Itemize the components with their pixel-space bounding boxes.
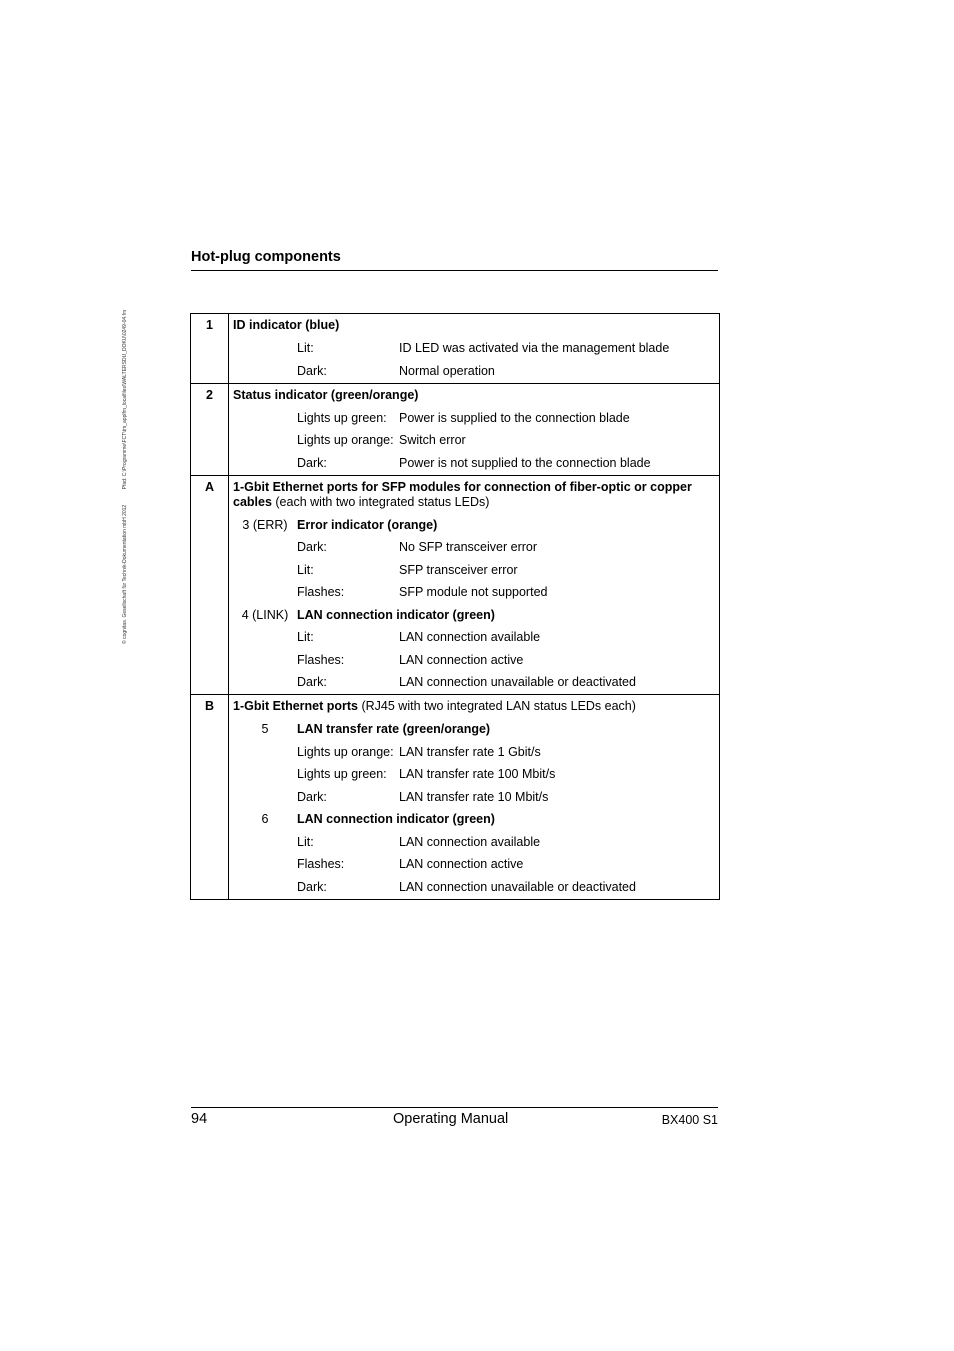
- group-number: 5: [261, 722, 269, 736]
- group-title: Error indicator (orange): [297, 517, 438, 532]
- section-body: [229, 476, 719, 695]
- row-description: LAN connection active: [399, 857, 524, 871]
- row-state: Lit:: [297, 630, 314, 644]
- row-description: Switch error: [399, 433, 466, 447]
- row-state: Flashes:: [297, 652, 345, 667]
- row-spacer: [233, 857, 297, 872]
- group-header: [233, 608, 715, 623]
- row-state: Lights up green:: [297, 410, 387, 425]
- section-title: [233, 318, 715, 333]
- table-row: [233, 653, 715, 668]
- table-section: [191, 694, 719, 899]
- group-title: LAN transfer rate (green/orange): [297, 722, 491, 736]
- section-title-bold: Status indicator (green/orange): [233, 387, 419, 402]
- row-description: LAN connection unavailable or deactivated: [399, 675, 636, 689]
- table-row: [233, 857, 715, 872]
- group-number: 4 (LINK): [241, 607, 289, 622]
- table-section: [191, 383, 719, 475]
- row-description: Power is supplied to the connection blade: [399, 410, 630, 425]
- row-description: Power is not supplied to the connection blade: [399, 455, 651, 470]
- table-row: [233, 563, 715, 578]
- section-title: [233, 480, 715, 510]
- row-spacer: [233, 790, 297, 805]
- row-state: Dark:: [297, 879, 327, 894]
- row-spacer: [233, 653, 297, 668]
- table-row: [233, 364, 715, 379]
- row-number: [233, 433, 297, 448]
- row-state: Lit:: [297, 341, 314, 355]
- row-number: [233, 456, 297, 471]
- table-row: [233, 745, 715, 760]
- section-title-rest: (RJ45 with two integrated LAN status LEDs each): [358, 699, 636, 713]
- group-header: [233, 518, 715, 533]
- row-spacer: [233, 563, 297, 578]
- section-key: 1: [191, 314, 229, 383]
- table-row: [233, 341, 715, 356]
- row-description: LAN connection active: [399, 652, 524, 667]
- row-spacer: [233, 540, 297, 555]
- row-description: LAN transfer rate 10 Mbit/s: [399, 789, 549, 804]
- row-description: LAN connection available: [399, 630, 541, 644]
- row-description: LAN transfer rate 1 Gbit/s: [399, 744, 541, 759]
- row-spacer: [233, 585, 297, 600]
- row-state: Lit:: [297, 834, 314, 849]
- row-number: [233, 364, 297, 379]
- row-description: Normal operation: [399, 363, 495, 378]
- page-footer: [191, 1107, 718, 1132]
- margin-path-text: [122, 240, 128, 644]
- row-state: Lights up orange:: [297, 744, 394, 759]
- table-row: [233, 540, 715, 555]
- row-state: Flashes:: [297, 585, 345, 599]
- section-body: [229, 384, 719, 475]
- table-section: [191, 475, 719, 695]
- row-description: No SFP transceiver error: [399, 540, 538, 554]
- row-description: LAN connection unavailable or deactivated: [399, 879, 636, 894]
- row-spacer: [233, 835, 297, 850]
- row-state: Lit:: [297, 562, 314, 577]
- file-path-text: Pfad: C:\Programme\FCT\tm_applfm_localfiles\WALTERSDU_DOKU\0249-04.fm: [122, 309, 128, 490]
- table-row: [233, 630, 715, 645]
- row-number: [233, 341, 297, 356]
- row-spacer: [233, 767, 297, 782]
- row-state: Dark:: [297, 675, 327, 689]
- table-row: [233, 456, 715, 471]
- row-number: [233, 411, 297, 426]
- table-row: [233, 880, 715, 895]
- row-description: ID LED was activated via the management blade: [399, 341, 670, 355]
- section-title: [233, 699, 715, 714]
- table-row: [233, 411, 715, 426]
- model-name: BX400 S1: [661, 1113, 718, 1127]
- row-description: LAN transfer rate 100 Mbit/s: [399, 767, 556, 781]
- table-row: [233, 767, 715, 782]
- row-spacer: [233, 745, 297, 760]
- row-description: SFP transceiver error: [399, 562, 518, 577]
- section-title: [233, 388, 715, 403]
- section-key: 2: [191, 384, 229, 475]
- group-header: [233, 812, 715, 827]
- group-title: LAN connection indicator (green): [297, 607, 495, 622]
- page-title: Hot-plug components: [191, 249, 341, 265]
- section-title-bold: ID indicator (blue): [233, 318, 340, 332]
- page-header: [191, 249, 718, 271]
- row-spacer: [233, 880, 297, 895]
- row-state: Lights up green:: [297, 767, 387, 781]
- table-row: [233, 835, 715, 850]
- row-state: Dark:: [297, 455, 327, 470]
- copyright-text: © cognitas. Gesellschaft für Technik-Dokumentation mbH 2012: [122, 504, 128, 644]
- table-row: [233, 433, 715, 448]
- row-state: Dark:: [297, 363, 327, 378]
- row-spacer: [233, 675, 297, 690]
- section-title-rest: (each with two integrated status LEDs): [271, 494, 490, 509]
- table-row: [233, 675, 715, 690]
- manual-title: Operating Manual: [393, 1111, 509, 1127]
- table-section: [191, 314, 719, 383]
- row-description: SFP module not supported: [399, 585, 548, 599]
- section-body: [229, 314, 719, 383]
- row-state: Lights up orange:: [297, 433, 394, 447]
- section-body: [229, 695, 719, 899]
- section-title-bold: 1-Gbit Ethernet ports: [233, 699, 359, 713]
- row-state: Dark:: [297, 789, 327, 804]
- section-key: B: [191, 695, 229, 899]
- row-state: Dark:: [297, 540, 327, 554]
- row-spacer: [233, 630, 297, 645]
- group-number: 6: [261, 812, 269, 826]
- group-title: LAN connection indicator (green): [297, 812, 495, 826]
- table-row: [233, 585, 715, 600]
- group-header: [233, 722, 715, 737]
- indicator-table: [190, 313, 720, 900]
- group-number: 3 (ERR): [242, 517, 288, 532]
- section-title-bold: 1-Gbit Ethernet ports for SFP modules for connection of fiber-optic or copper cables: [233, 479, 692, 509]
- table-row: [233, 790, 715, 805]
- section-key: A: [191, 476, 229, 695]
- page-number: 94: [191, 1111, 208, 1127]
- row-description: LAN connection available: [399, 834, 541, 849]
- row-state: Flashes:: [297, 857, 345, 871]
